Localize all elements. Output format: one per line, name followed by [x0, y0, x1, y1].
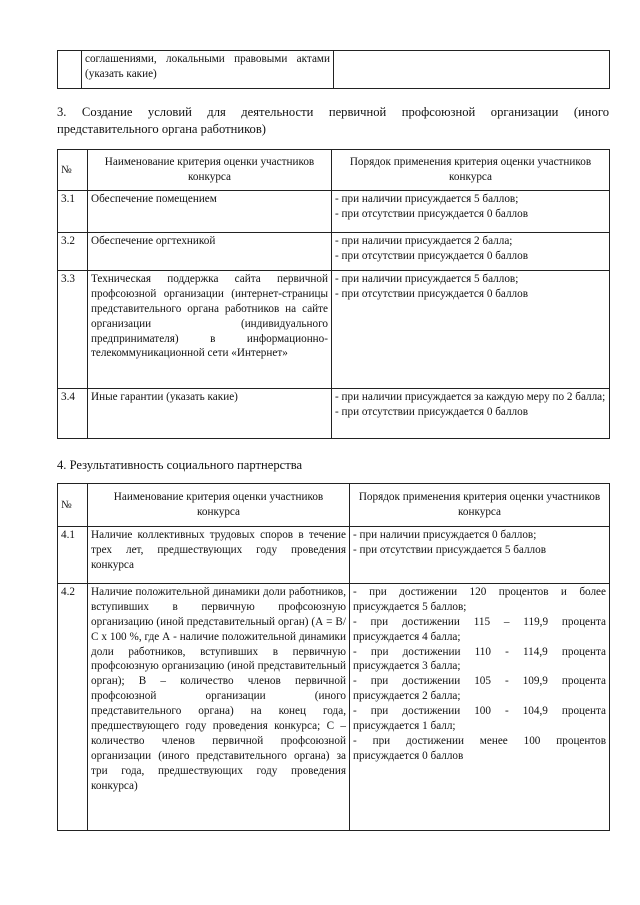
header-procedure: Порядок применения критерия оценки участников конкурса: [350, 484, 610, 527]
procedure-line: - при достижении 110 - 114,9 процента присуждается 3 балла;: [353, 645, 606, 673]
row-name: Обеспечение оргтехникой: [88, 233, 332, 271]
table-row: [58, 271, 610, 389]
section-4-table: [57, 483, 610, 831]
table-row: [58, 389, 610, 439]
procedure-line: - при отсутствии присуждается 5 баллов: [353, 543, 547, 556]
procedure-line: - при достижении менее 100 процентов присуждается 0 баллов: [353, 734, 606, 762]
procedure-line: - при отсутствии присуждается 0 баллов: [335, 405, 529, 418]
section-4-heading: 4. Результативность социального партнерства: [57, 458, 303, 472]
row-procedure: [332, 233, 610, 271]
table-header-row: [58, 484, 610, 527]
row-name: Наличие положительной динамики доли работников, вступивших в первичную профсоюзную организацию (иной представительный орган) (А = В/С х 100 %, где А - наличие положительной динамики доли работников, вступивших в первичную профсоюзную организацию (иной представительный орган); В – количество членов первичной профсоюзной организации (иного представительного органа) на конец года, предшествующего году проведения конкурса; С – количество членов первичной профсоюзной организации (иного представительного органа) за три года, предшествующих году проведения конкурса): [88, 584, 350, 831]
table-row: [58, 233, 610, 271]
table-header-row: [58, 150, 610, 191]
procedure-line: - при наличии присуждается 5 баллов;: [335, 193, 519, 205]
continuation-num-cell: [58, 51, 82, 89]
section-3-table: [57, 149, 610, 439]
table-row: [58, 584, 610, 831]
procedure-line: - при наличии присуждается 5 баллов;: [335, 273, 519, 285]
row-procedure: [332, 271, 610, 389]
row-num: 3.3: [58, 271, 88, 389]
procedure-line: - при наличии присуждается 2 балла;: [335, 235, 513, 247]
procedure-line: - при достижении 100 - 104,9 процента присуждается 1 балл;: [353, 705, 606, 733]
procedure-line: - при наличии присуждается за каждую меру по 2 балла;: [335, 391, 606, 403]
row-num: 4.1: [58, 527, 88, 584]
row-name: Техническая поддержка сайта первичной профсоюзной организации (интернет-страницы представительного органа работников на сайте организации (индивидуального предпринимателя) в информационно-телекоммуникационной сети «Интернет»: [88, 271, 332, 389]
row-name: Обеспечение помещением: [88, 191, 332, 233]
procedure-line: - при достижении 120 процентов и более присуждается 5 баллов;: [353, 586, 606, 613]
header-procedure: Порядок применения критерия оценки участников конкурса: [332, 150, 610, 191]
header-name: Наименование критерия оценки участников конкурса: [88, 484, 350, 527]
header-num: №: [58, 484, 88, 527]
row-procedure: [350, 527, 610, 584]
row-num: 3.2: [58, 233, 88, 271]
procedure-line: - при отсутствии присуждается 0 баллов: [335, 287, 529, 300]
row-num: 4.2: [58, 584, 88, 831]
row-procedure: [332, 191, 610, 233]
row-name: Наличие коллективных трудовых споров в течение трех лет, предшествующих году проведения конкурса: [88, 527, 350, 584]
continuation-name-cell: соглашениями, локальными правовыми актами (указать какие): [82, 51, 334, 89]
continuation-procedure-cell: [334, 51, 610, 89]
procedure-line: - при достижении 115 – 119,9 процента присуждается 4 балла;: [353, 615, 606, 643]
section-3-heading: 3. Создание условий для деятельности первичной профсоюзной организации (иного представительного органа работников): [57, 105, 609, 136]
row-num: 3.1: [58, 191, 88, 233]
row-procedure: [332, 389, 610, 439]
procedure-line: - при достижении 105 - 109,9 процента присуждается 2 балла;: [353, 675, 606, 703]
procedure-line: - при отсутствии присуждается 0 баллов: [335, 249, 529, 262]
header-name: Наименование критерия оценки участников конкурса: [88, 150, 332, 191]
row-num: 3.4: [58, 389, 88, 439]
procedure-line: - при наличии присуждается 0 баллов;: [353, 529, 537, 541]
table-row: [58, 191, 610, 233]
header-num: №: [58, 150, 88, 191]
table-row: [58, 527, 610, 584]
row-name: Иные гарантии (указать какие): [88, 389, 332, 439]
procedure-line: - при отсутствии присуждается 0 баллов: [335, 207, 529, 220]
continuation-table: [57, 50, 610, 89]
row-procedure: [350, 584, 610, 831]
